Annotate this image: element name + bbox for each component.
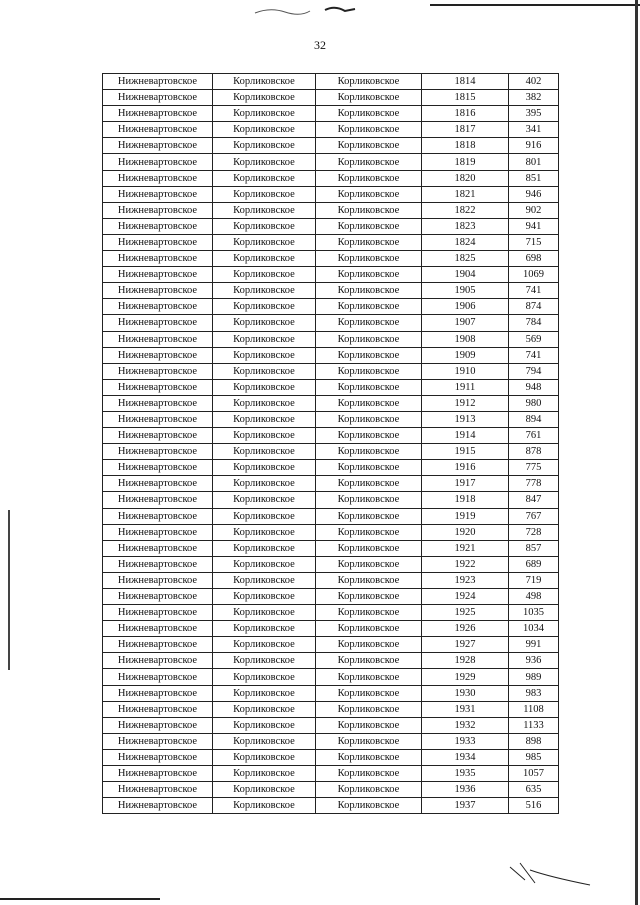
table-cell: Нижневартовское <box>103 508 213 524</box>
page-number: 32 <box>314 38 326 52</box>
table-cell: Нижневартовское <box>103 589 213 605</box>
table-row <box>103 170 559 186</box>
table-cell: 983 <box>509 685 559 701</box>
table-row <box>103 428 559 444</box>
table-cell: Корликовское <box>316 363 422 379</box>
table-cell: Нижневартовское <box>103 749 213 765</box>
table-cell: Корликовское <box>213 476 316 492</box>
table-cell: Нижневартовское <box>103 154 213 170</box>
table-cell: Корликовское <box>213 122 316 138</box>
table-cell: 1926 <box>422 621 509 637</box>
table-cell: 1909 <box>422 347 509 363</box>
table-cell: Корликовское <box>316 411 422 427</box>
table-cell: Корликовское <box>213 395 316 411</box>
table-cell: Нижневартовское <box>103 379 213 395</box>
table-cell: 985 <box>509 749 559 765</box>
table-row <box>103 186 559 202</box>
table-cell: Нижневартовское <box>103 106 213 122</box>
table-cell: 395 <box>509 106 559 122</box>
table-cell: 902 <box>509 202 559 218</box>
scan-artifact-top-smudge <box>250 4 360 18</box>
table-row <box>103 154 559 170</box>
table-cell: Нижневартовское <box>103 395 213 411</box>
table-cell: Нижневартовское <box>103 234 213 250</box>
table-row <box>103 363 559 379</box>
table-cell: Корликовское <box>213 782 316 798</box>
table-row <box>103 798 559 814</box>
table-cell: Корликовское <box>316 218 422 234</box>
table-row <box>103 90 559 106</box>
table-cell: 941 <box>509 218 559 234</box>
table-cell: Нижневартовское <box>103 798 213 814</box>
table-row <box>103 653 559 669</box>
table-cell: Корликовское <box>213 460 316 476</box>
table-cell: Нижневартовское <box>103 444 213 460</box>
table-cell: Корликовское <box>316 154 422 170</box>
table-cell: 878 <box>509 444 559 460</box>
table-cell: Нижневартовское <box>103 685 213 701</box>
table-cell: Корликовское <box>213 444 316 460</box>
table-cell: Нижневартовское <box>103 782 213 798</box>
table-cell: Корликовское <box>316 267 422 283</box>
table-cell: Нижневартовское <box>103 251 213 267</box>
table-cell: Нижневартовское <box>103 621 213 637</box>
table-cell: Корликовское <box>213 202 316 218</box>
table-cell: Нижневартовское <box>103 90 213 106</box>
table-cell: Корликовское <box>213 637 316 653</box>
table-row <box>103 299 559 315</box>
table-cell: Корликовское <box>316 685 422 701</box>
table-cell: 1823 <box>422 218 509 234</box>
table-cell: 1921 <box>422 540 509 556</box>
table-cell: Корликовское <box>213 74 316 90</box>
table-cell: 1814 <box>422 74 509 90</box>
table-cell: Корликовское <box>316 476 422 492</box>
table-cell: 980 <box>509 395 559 411</box>
table-cell: Корликовское <box>213 106 316 122</box>
table-cell: 1825 <box>422 251 509 267</box>
table-cell: Корликовское <box>213 90 316 106</box>
table-cell: Нижневартовское <box>103 572 213 588</box>
table-row <box>103 444 559 460</box>
table-cell: Нижневартовское <box>103 717 213 733</box>
table-cell: 1069 <box>509 267 559 283</box>
table-cell: 1912 <box>422 395 509 411</box>
table-cell: Нижневартовское <box>103 363 213 379</box>
table-cell: Корликовское <box>316 347 422 363</box>
table-cell: Корликовское <box>316 299 422 315</box>
table-cell: 1815 <box>422 90 509 106</box>
table-cell: 1928 <box>422 653 509 669</box>
table-cell: Корликовское <box>316 460 422 476</box>
table-row <box>103 782 559 798</box>
table-cell: 948 <box>509 379 559 395</box>
table-cell: 689 <box>509 556 559 572</box>
table-cell: Корликовское <box>213 766 316 782</box>
table-row <box>103 572 559 588</box>
table-cell: Корликовское <box>213 267 316 283</box>
table-cell: Корликовское <box>316 749 422 765</box>
table-row <box>103 540 559 556</box>
table-cell: Корликовское <box>316 331 422 347</box>
table-cell: Корликовское <box>213 717 316 733</box>
table-row <box>103 347 559 363</box>
table-cell: 1913 <box>422 411 509 427</box>
table-cell: 1916 <box>422 460 509 476</box>
table-cell: Нижневартовское <box>103 556 213 572</box>
table-cell: Корликовское <box>213 347 316 363</box>
table-cell: 1821 <box>422 186 509 202</box>
table-cell: Нижневартовское <box>103 540 213 556</box>
table-cell: 1818 <box>422 138 509 154</box>
table-cell: Нижневартовское <box>103 766 213 782</box>
table-cell: Корликовское <box>213 653 316 669</box>
table-cell: 1931 <box>422 701 509 717</box>
table-cell: Корликовское <box>213 283 316 299</box>
table-cell: 1915 <box>422 444 509 460</box>
table-cell: 1057 <box>509 766 559 782</box>
table-cell: Корликовское <box>213 154 316 170</box>
table-cell: 1914 <box>422 428 509 444</box>
table-cell: Корликовское <box>316 106 422 122</box>
table-row <box>103 283 559 299</box>
table-cell: 778 <box>509 476 559 492</box>
table-row <box>103 202 559 218</box>
table-cell: Нижневартовское <box>103 331 213 347</box>
table-cell: Корликовское <box>213 798 316 814</box>
table-cell: Корликовское <box>316 492 422 508</box>
table-cell: 794 <box>509 363 559 379</box>
table-cell: Нижневартовское <box>103 186 213 202</box>
table-row <box>103 122 559 138</box>
table-cell: 1910 <box>422 363 509 379</box>
table-cell: 719 <box>509 572 559 588</box>
table-cell: 1824 <box>422 234 509 250</box>
table-cell: Корликовское <box>316 379 422 395</box>
table-row <box>103 460 559 476</box>
table-cell: 761 <box>509 428 559 444</box>
table-row <box>103 749 559 765</box>
table-cell: Корликовское <box>316 186 422 202</box>
table-cell: 1822 <box>422 202 509 218</box>
table-cell: Корликовское <box>213 669 316 685</box>
table-cell: Корликовское <box>316 605 422 621</box>
table-body <box>103 74 559 814</box>
table-cell: 1904 <box>422 267 509 283</box>
table-cell: 402 <box>509 74 559 90</box>
table-cell: Нижневартовское <box>103 299 213 315</box>
table-cell: Корликовское <box>213 572 316 588</box>
table-cell: Корликовское <box>316 540 422 556</box>
table-cell: 1906 <box>422 299 509 315</box>
data-table <box>102 73 559 814</box>
table-cell: Корликовское <box>316 572 422 588</box>
table-cell: Нижневартовское <box>103 669 213 685</box>
table-cell: Нижневартовское <box>103 637 213 653</box>
table-cell: Нижневартовское <box>103 476 213 492</box>
table-cell: Корликовское <box>213 299 316 315</box>
table-cell: Нижневартовское <box>103 122 213 138</box>
table-cell: 775 <box>509 460 559 476</box>
table-cell: 784 <box>509 315 559 331</box>
table-cell: 341 <box>509 122 559 138</box>
table-cell: Корликовское <box>213 379 316 395</box>
table-cell: 898 <box>509 733 559 749</box>
table-cell: Корликовское <box>213 363 316 379</box>
table-row <box>103 492 559 508</box>
table-cell: 516 <box>509 798 559 814</box>
table-cell: Нижневартовское <box>103 524 213 540</box>
table-row <box>103 234 559 250</box>
table-row <box>103 508 559 524</box>
table-cell: Корликовское <box>213 701 316 717</box>
table-cell: Корликовское <box>316 508 422 524</box>
table-cell: Нижневартовское <box>103 138 213 154</box>
table-cell: 1924 <box>422 589 509 605</box>
table-cell: Корликовское <box>213 331 316 347</box>
table-cell: Нижневартовское <box>103 267 213 283</box>
table-row <box>103 524 559 540</box>
table-cell: 635 <box>509 782 559 798</box>
table-row <box>103 701 559 717</box>
table-cell: Корликовское <box>213 251 316 267</box>
table-cell: Корликовское <box>213 605 316 621</box>
table-cell: 1929 <box>422 669 509 685</box>
table-cell: Корликовское <box>213 315 316 331</box>
table-cell: 741 <box>509 347 559 363</box>
scan-artifact-bottom-line <box>0 898 160 900</box>
table-cell: Корликовское <box>316 202 422 218</box>
table-row <box>103 605 559 621</box>
table-cell: Корликовское <box>316 138 422 154</box>
table-cell: Корликовское <box>316 733 422 749</box>
table-cell: Корликовское <box>316 524 422 540</box>
table-cell: 1034 <box>509 621 559 637</box>
table-row <box>103 379 559 395</box>
table-row <box>103 106 559 122</box>
table-cell: Корликовское <box>213 685 316 701</box>
table-cell: 1936 <box>422 782 509 798</box>
table-cell: 946 <box>509 186 559 202</box>
scan-artifact-top-line <box>430 4 640 6</box>
table-cell: Корликовское <box>316 717 422 733</box>
table-cell: Корликовское <box>213 540 316 556</box>
table-cell: Нижневартовское <box>103 701 213 717</box>
table-cell: 1920 <box>422 524 509 540</box>
table-cell: Корликовское <box>213 411 316 427</box>
table-cell: Корликовское <box>316 589 422 605</box>
table-cell: Нижневартовское <box>103 218 213 234</box>
table-cell: Корликовское <box>316 653 422 669</box>
table-cell: Нижневартовское <box>103 653 213 669</box>
table-cell: Корликовское <box>316 798 422 814</box>
table-row <box>103 411 559 427</box>
table-cell: 894 <box>509 411 559 427</box>
table-cell: Корликовское <box>316 701 422 717</box>
table-cell: Нижневартовское <box>103 460 213 476</box>
table-cell: Нижневартовское <box>103 347 213 363</box>
table-row <box>103 637 559 653</box>
table-cell: Корликовское <box>316 122 422 138</box>
table-cell: Корликовское <box>213 234 316 250</box>
table-cell: Корликовское <box>316 782 422 798</box>
table-cell: 1925 <box>422 605 509 621</box>
table-cell: 1108 <box>509 701 559 717</box>
table-cell: Корликовское <box>213 556 316 572</box>
table-cell: Корликовское <box>316 395 422 411</box>
scan-artifact-left-bar <box>8 510 10 670</box>
table-row <box>103 717 559 733</box>
table-row <box>103 621 559 637</box>
table-row <box>103 556 559 572</box>
table-cell: 1035 <box>509 605 559 621</box>
table-cell: 1932 <box>422 717 509 733</box>
table-cell: 936 <box>509 653 559 669</box>
table-row <box>103 251 559 267</box>
table-cell: Корликовское <box>213 524 316 540</box>
table-cell: Корликовское <box>213 170 316 186</box>
table-cell: Нижневартовское <box>103 428 213 444</box>
table-cell: 767 <box>509 508 559 524</box>
table-cell: Корликовское <box>316 315 422 331</box>
table-cell: 1820 <box>422 170 509 186</box>
table-cell: 916 <box>509 138 559 154</box>
table-cell: 741 <box>509 283 559 299</box>
table-cell: Нижневартовское <box>103 315 213 331</box>
table-cell: 1819 <box>422 154 509 170</box>
table-cell: Нижневартовское <box>103 283 213 299</box>
table-cell: 851 <box>509 170 559 186</box>
table-row <box>103 685 559 701</box>
table-cell: Нижневартовское <box>103 74 213 90</box>
table-cell: Корликовское <box>316 234 422 250</box>
table-row <box>103 669 559 685</box>
table-cell: 715 <box>509 234 559 250</box>
table-cell: 1817 <box>422 122 509 138</box>
table-row <box>103 733 559 749</box>
table-cell: Нижневартовское <box>103 411 213 427</box>
table-cell: Нижневартовское <box>103 733 213 749</box>
table-cell: Нижневартовское <box>103 492 213 508</box>
table-cell: 857 <box>509 540 559 556</box>
table-cell: Корликовское <box>316 170 422 186</box>
table-cell: 1935 <box>422 766 509 782</box>
table-row <box>103 766 559 782</box>
table-cell: 1937 <box>422 798 509 814</box>
table-cell: 698 <box>509 251 559 267</box>
table-cell: Корликовское <box>213 749 316 765</box>
table-cell: Корликовское <box>316 766 422 782</box>
table-row <box>103 267 559 283</box>
table-cell: 1933 <box>422 733 509 749</box>
table-cell: Нижневартовское <box>103 170 213 186</box>
table-cell: Корликовское <box>213 428 316 444</box>
table-cell: Корликовское <box>316 637 422 653</box>
table-cell: Корликовское <box>316 251 422 267</box>
table-row <box>103 315 559 331</box>
table-cell: 989 <box>509 669 559 685</box>
table-cell: 1930 <box>422 685 509 701</box>
table-cell: 991 <box>509 637 559 653</box>
table-cell: Корликовское <box>213 621 316 637</box>
table-cell: Корликовское <box>213 508 316 524</box>
table-cell: 1907 <box>422 315 509 331</box>
table-cell: 382 <box>509 90 559 106</box>
table-cell: Корликовское <box>316 283 422 299</box>
table-row <box>103 218 559 234</box>
table-row <box>103 589 559 605</box>
table-cell: Корликовское <box>316 621 422 637</box>
table-cell: Корликовское <box>213 733 316 749</box>
table-row <box>103 138 559 154</box>
table-cell: 498 <box>509 589 559 605</box>
table-cell: Корликовское <box>316 428 422 444</box>
table-cell: Корликовское <box>213 138 316 154</box>
table-cell: 728 <box>509 524 559 540</box>
table-row <box>103 476 559 492</box>
table-cell: Корликовское <box>213 589 316 605</box>
table-cell: 1917 <box>422 476 509 492</box>
table-cell: Корликовское <box>316 669 422 685</box>
table-cell: 1905 <box>422 283 509 299</box>
table-cell: 874 <box>509 299 559 315</box>
table-cell: Корликовское <box>316 74 422 90</box>
table-row <box>103 395 559 411</box>
table-cell: Корликовское <box>213 492 316 508</box>
table-cell: 1911 <box>422 379 509 395</box>
table-cell: 1923 <box>422 572 509 588</box>
table-cell: Корликовское <box>316 444 422 460</box>
table-cell: Корликовское <box>213 218 316 234</box>
table-cell: 1934 <box>422 749 509 765</box>
table-cell: 1927 <box>422 637 509 653</box>
table-cell: 847 <box>509 492 559 508</box>
table-row <box>103 331 559 347</box>
table-cell: 1919 <box>422 508 509 524</box>
table-cell: 801 <box>509 154 559 170</box>
scan-artifact-right-edge <box>635 0 638 905</box>
table-cell: Нижневартовское <box>103 202 213 218</box>
table-cell: 1918 <box>422 492 509 508</box>
table-cell: Корликовское <box>316 90 422 106</box>
table-cell: 1133 <box>509 717 559 733</box>
table-cell: Корликовское <box>316 556 422 572</box>
handwritten-mark <box>505 855 595 890</box>
table-cell: 1908 <box>422 331 509 347</box>
table-row <box>103 74 559 90</box>
table-cell: Корликовское <box>213 186 316 202</box>
table-cell: 1922 <box>422 556 509 572</box>
table-cell: 1816 <box>422 106 509 122</box>
table-cell: 569 <box>509 331 559 347</box>
table-cell: Нижневартовское <box>103 605 213 621</box>
